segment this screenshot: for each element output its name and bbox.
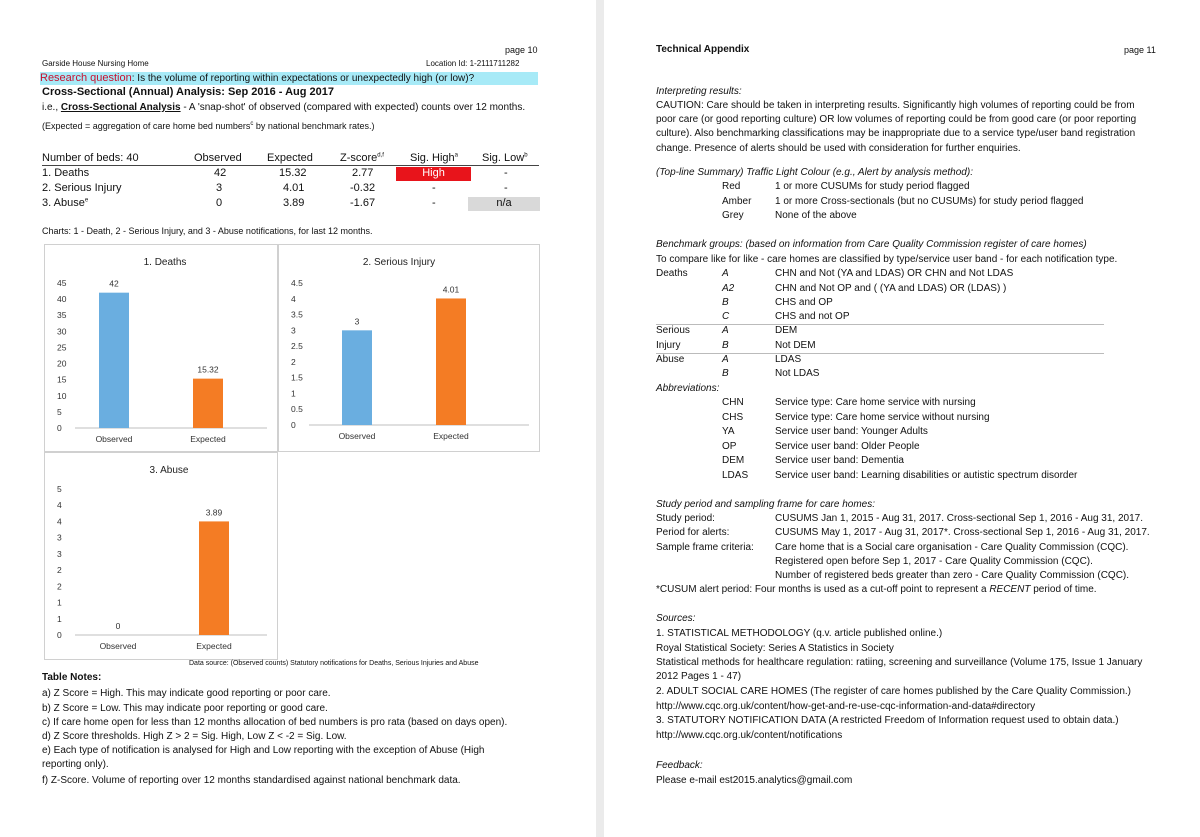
caution-line: culture). Also benchmarking classifications may be inappropriate due to a service type/user band registration [656, 128, 1136, 139]
traffic-title: (Top-line Summary) Traffic Light Colour (e.g., Alert by analysis method): [656, 167, 973, 178]
source-line: 2. ADULT SOCIAL CARE HOMES (The register of care homes published by the Care Quality Commission.) [656, 686, 1131, 697]
deaths-chart [44, 244, 278, 452]
note-e-cont: reporting only). [42, 759, 109, 770]
abuse-chart [44, 452, 278, 660]
note-c: c) If care home open for less than 12 months allocation of bed numbers is pro rata (based on days open). [42, 717, 508, 728]
note-e: e) Each type of notification is analysed for High and Low reporting with the exception of Abuse (High [42, 745, 485, 756]
results-table-header: Number of beds: 40 Observed Expected Z-score$^{d,f}$ Sig. High$^a$ Sig. Low$^b$ [42, 152, 528, 164]
y-tick-label: 35 [57, 310, 67, 321]
traffic-colour: Amber [722, 196, 752, 207]
y-tick-label: 45 [57, 278, 67, 288]
serious-injury-chart [278, 244, 540, 452]
data-label: 42 [109, 278, 119, 289]
data-label: 3.89 [205, 507, 223, 518]
y-tick-label: 0 [291, 420, 296, 430]
category-label: Expected [190, 434, 226, 444]
interpreting-title: Interpreting results: [656, 86, 742, 97]
page-number: page 10 [505, 45, 538, 55]
note-f: f) Z-Score. Volume of reporting over 12 months standardised against national benchmark data. [42, 775, 461, 786]
y-tick-label: 0.5 [291, 404, 303, 415]
feedback-title: Feedback: [656, 760, 703, 771]
table-row: 2. Serious Injury 3 4.01 -0.32 - - [42, 182, 508, 194]
bar-observed [342, 330, 372, 425]
home-name: Garside House Nursing Home [42, 59, 149, 68]
y-tick-label: 0 [57, 630, 62, 640]
right-page: Technical Appendix page 11 Interpreting results: CAUTION: Care should be taken in interpreting results. Significantly high volumes of reporting could be from poor care (or good reporting culture) OR low volumes of reporting could be from good care (or poor reporting culture). Also benchmarking classifications may be inappropriate due to a service type/user band registration change. Presence of alerts should be used with consideration for further enquiries. (Top-line Summary) Traffic Light Colour (e.g., Alert by analysis method): Red 1 or more CUSUMs for study period flagged Amber 1 or more Cross-sectionals (but no CUSUMs) for study period flagged Grey None of the above Benchmark groups: (based on information from Care Quality Commission register of care homes) To compare like for like - care homes are classified by type/service user band - for each notification type. Deaths A CHN and Not (YA and LDAS) OR CHN and Not LDAS A2 CHN and Not OP and ( (YA and LDAS) OR (LDAS) ) B CHS and OP C CHS and not OP Serious A DEM Injury B Not DEM Abuse A LDAS B Not LDAS Abbreviations: CHN Service type: Care home service with nursing CHS Service type: Care home service without nursing YA Service user band: Younger Adults OP Service user band: Older People DEM Service user band: Dementia LDAS Service user band: Learning disabilities or autistic spectrum disorder Study period and sampling frame for care homes: Study period: CUSUMS Jan 1, 2015 - Aug 31, 2017. Cross-sectional Sep 1, 2016 - Aug 31, 2017. Period for alerts: CUSUMS May 1, 2017 - Aug 31, 2017*. Cross-sectional Sep 1, 2016 - Aug 31, 2017. Sample frame criteria: Care home that is a Social care organisation - Care Quality Commission (CQC). Registered open before Sep 1, 2017 - Care Quality Commission (CQC). Number of registered beds greater than zero - Care Quality Commission (CQC). *CUSUM alert period: Four months is used as a cut-off point to represent a RECENT period of time. Sources: 1. STATISTICAL METHODOLOGY (q.v. article published online.) Royal Statistical Society: Series A Statistics in Society Statistical methods for healthcare regulation: ratiing, screening and surveillance (Volume 175, Issue 1 January 2012 Pages 1 - 47) 2. ADULT SOCIAL CARE HOMES (The register of care homes published by the Care Quality Commission.) http://www.cqc.org.uk/content/how-get-and-re-use-cqc-information-and-data#directory 3. STATUTORY NOTIFICATION DATA (A restricted Freedom of Information request used to obtain data.) http://www.cqc.org.uk/content/notifications Feedback: Please e-mail est2015.analytics@gmail.com [604, 0, 1200, 837]
location-id: Location Id: 1-2111711282 [426, 59, 520, 68]
data-label: 0 [115, 621, 121, 631]
category-label: Expected [433, 431, 469, 441]
table-row: 3. Abuse$^e$ 0 3.89 -1.67 - n/a [42, 197, 540, 211]
y-tick-label: 15 [57, 374, 67, 385]
category-label: Observed [338, 431, 376, 441]
y-tick-label: 5 [57, 406, 62, 417]
bar-expected [199, 521, 229, 635]
category-label: Observed [99, 641, 137, 651]
y-tick-label: 2.5 [291, 341, 303, 352]
chart-title: 3. Abuse [149, 465, 189, 476]
y-tick-label: 3 [57, 532, 62, 543]
data-source: Data source: (Observed counts) Statutory notifications for Deaths, Serious Injuries and Abuse [189, 660, 479, 667]
y-tick-label: 20 [57, 358, 67, 369]
source-line: 3. STATUTORY NOTIFICATION DATA (A restricted Freedom of Information request used to obtain data.) [656, 715, 1119, 726]
y-tick-label: 2 [291, 356, 296, 367]
source-link[interactable]: http://www.cqc.org.uk/content/how-get-and-re-use-cqc-information-and-data#directory [656, 701, 1036, 712]
data-label: 15.32 [197, 364, 219, 375]
benchmark-intro: To compare like for like - care homes are classified by type/service user band - for each notification type. [656, 254, 1118, 265]
y-tick-label: 4 [57, 516, 62, 527]
bar-expected [436, 298, 466, 425]
chart-title: 2. Serious Injury [362, 257, 436, 268]
bar-observed [99, 293, 129, 428]
research-question [40, 72, 538, 85]
chart-title: 1. Deaths [143, 257, 187, 268]
traffic-colour: Red [722, 181, 741, 192]
traffic-desc: 1 or more CUSUMs for study period flagged [775, 181, 970, 192]
y-tick-label: 1 [57, 597, 62, 608]
left-page [0, 0, 596, 837]
y-tick-label: 4.5 [291, 278, 303, 288]
y-tick-label: 0 [57, 423, 62, 433]
category-label: Observed [95, 434, 133, 444]
y-tick-label: 2 [57, 581, 62, 592]
table-header-rule [42, 165, 539, 166]
y-tick-label: 10 [57, 390, 67, 401]
expected-note: (Expected = aggregation of care home bed numbers$^c$ by national benchmark rates.) [42, 121, 375, 131]
charts-caption: Charts: 1 - Death, 2 - Serious Injury, and 3 - Abuse notifications, for last 12 months. [42, 226, 373, 236]
traffic-desc: None of the above [775, 210, 857, 221]
section-title: Cross-Sectional (Annual) Analysis: Sep 2016 - Aug 2017 [42, 86, 334, 98]
sig-high-badge: High [396, 167, 471, 181]
abbrev-title: Abbreviations: [656, 383, 720, 394]
page-number: page 11 [1124, 45, 1156, 55]
benchmark-title: Benchmark groups: (based on information from Care Quality Commission register of care homes) [656, 239, 1087, 250]
traffic-desc: 1 or more Cross-sectionals (but no CUSUMs) for study period flagged [775, 196, 1084, 207]
y-tick-label: 25 [57, 342, 67, 353]
note-b: b) Z Score = Low. This may indicate poor reporting or good care. [42, 703, 328, 714]
y-tick-label: 3.5 [291, 309, 303, 320]
na-badge: n/a [468, 197, 540, 211]
y-tick-label: 1 [57, 613, 62, 624]
traffic-colour: Grey [722, 210, 744, 221]
y-tick-label: 40 [57, 294, 67, 305]
appendix-title: Technical Appendix [656, 44, 750, 55]
analysis-description: i.e., Cross-Sectional Analysis - A 'snap-shot' of observed (compared with expected) counts over 12 months. [42, 102, 526, 113]
source-link[interactable]: http://www.cqc.org.uk/content/notifications [656, 730, 843, 741]
note-a: a) Z Score = High. This may indicate good reporting or poor care. [42, 688, 331, 699]
y-tick-label: 1.5 [291, 372, 303, 383]
y-tick-label: 2 [57, 565, 62, 576]
feedback-email[interactable]: Please e-mail est2015.analytics@gmail.com [656, 775, 853, 786]
y-tick-label: 30 [57, 326, 67, 337]
source-line: 2012 Pages 1 - 47) [656, 671, 742, 682]
y-tick-label: 4 [57, 500, 62, 511]
cusum-note: *CUSUM alert period: Four months is used as a cut-off point to represent a RECENT period of time. [656, 584, 1097, 595]
y-tick-label: 3 [57, 548, 62, 559]
note-d: d) Z Score thresholds. High Z > 2 = Sig. High, Low Z < -2 = Sig. Low. [42, 731, 347, 742]
caution-line: poor care (or good reporting culture) OR low volumes of reporting could be from good care (or poor reporting [656, 114, 1137, 125]
sources-title: Sources: [656, 613, 696, 624]
source-line: Statistical methods for healthcare regulation: ratiing, screening and surveillance (Volume 175, Issue 1 January [656, 657, 1143, 668]
y-tick-label: 3 [291, 325, 296, 336]
table-notes-title: Table Notes: [42, 672, 102, 683]
source-line: 1. STATISTICAL METHODOLOGY (q.v. article published online.) [656, 628, 943, 639]
caution-line: CAUTION: Care should be taken in interpreting results. Significantly high volumes of reporting could be from [656, 100, 1135, 111]
y-tick-label: 1 [291, 388, 296, 399]
category-label: Expected [196, 641, 232, 651]
data-label: 3 [354, 316, 360, 327]
bar-expected [193, 379, 223, 428]
source-line: Royal Statistical Society: Series A Statistics in Society [656, 643, 894, 654]
y-tick-label: 4 [291, 293, 296, 304]
study-title: Study period and sampling frame for care homes: [656, 499, 875, 510]
research-question-text: : Is the volume of reporting within expectations or unexpectedly high (or low)? [131, 73, 475, 84]
y-tick-label: 5 [57, 484, 62, 494]
caution-line: change. Presence of alerts should be used with consideration for further enquiries. [656, 143, 1021, 154]
research-question-label: Research question [40, 72, 132, 84]
data-label: 4.01 [442, 284, 460, 295]
table-row: 1. Deaths 42 15.32 2.77 High - [42, 167, 508, 179]
